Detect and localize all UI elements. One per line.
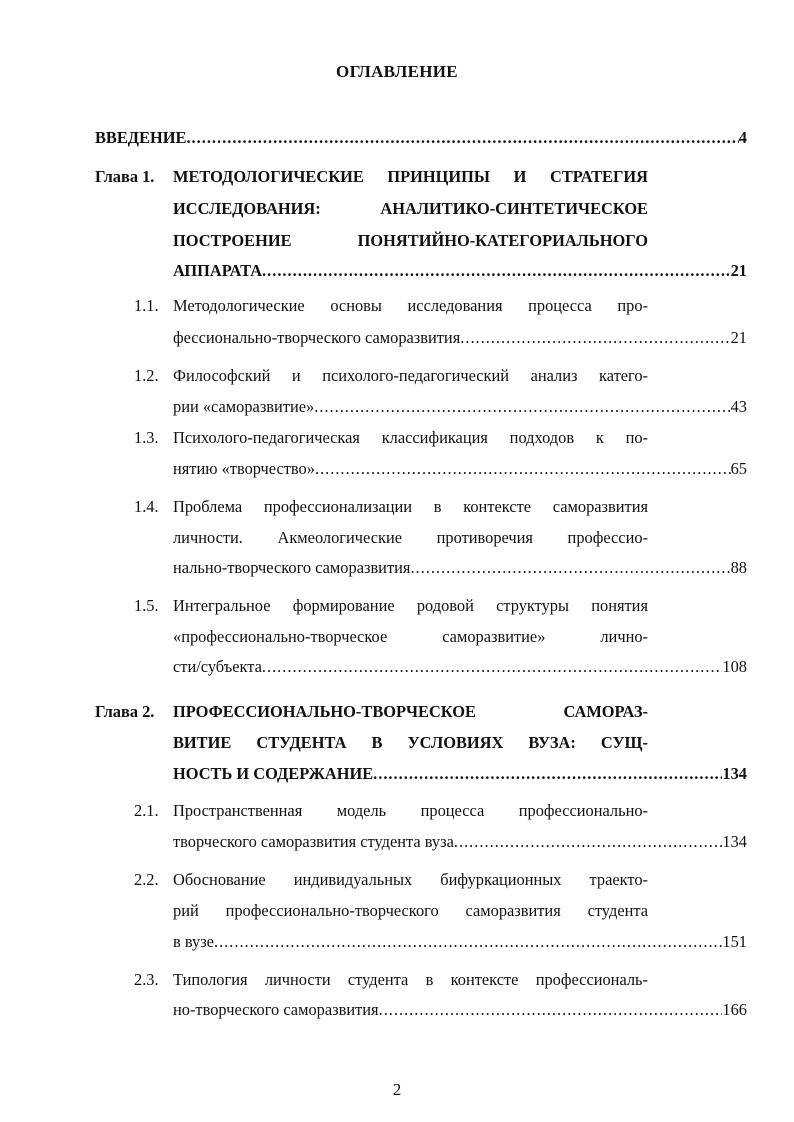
section-title-text: в вузе xyxy=(173,932,214,951)
section-title-last-line xyxy=(173,930,747,954)
section-title-text: но-творческого саморазвития xyxy=(173,1000,379,1019)
dot-leader xyxy=(454,830,723,854)
section-title-line: Философский и психолого-педагогический анализ катего- xyxy=(173,366,648,385)
toc-page-number: 21 xyxy=(730,328,747,347)
toc-page-number: 4 xyxy=(738,128,747,147)
toc-page-number: 108 xyxy=(722,657,747,676)
section-number: 1.5. xyxy=(134,596,159,615)
section-title-line: рий профессионально-творческого саморазвития студента xyxy=(173,901,648,920)
toc-page-number: 134 xyxy=(722,832,747,851)
section-title-last-line xyxy=(173,395,747,419)
chapter-title-text: НОСТЬ И СОДЕРЖАНИЕ xyxy=(173,764,374,783)
chapter-title-line: МЕТОДОЛОГИЧЕСКИЕ ПРИНЦИПЫ И СТРАТЕГИЯ xyxy=(173,167,648,186)
section-title-line: Интегральное формирование родовой структуры понятия xyxy=(173,596,648,615)
toc-page-number: 134 xyxy=(722,764,747,783)
section-title-line: «профессионально-творческое саморазвитие» лично- xyxy=(173,627,648,646)
chapter-title-line: ПРОФЕССИОНАЛЬНО-ТВОРЧЕСКОЕ САМОРАЗ- xyxy=(173,702,648,721)
dot-leader xyxy=(262,655,723,679)
page-title: ОГЛАВЛЕНИЕ xyxy=(336,62,458,81)
section-title-last-line xyxy=(173,556,747,580)
dot-leader xyxy=(315,457,731,481)
section-title-last-line xyxy=(173,998,747,1022)
section-number: 2.2. xyxy=(134,870,159,889)
section-title-line: Проблема профессионализации в контексте саморазвития xyxy=(173,497,648,516)
toc-page-number: 151 xyxy=(722,932,747,951)
dot-leader xyxy=(379,998,723,1022)
section-title-line: личности. Акмеологические противоречия профессио- xyxy=(173,528,648,547)
toc-page-number: 88 xyxy=(730,558,747,577)
chapter-title-last-line xyxy=(173,259,747,283)
page-number: 2 xyxy=(392,1080,402,1099)
section-number: 2.1. xyxy=(134,801,159,820)
dot-leader xyxy=(186,126,738,150)
chapter-title-text: АППАРАТА xyxy=(173,261,263,280)
section-title-text: рии «саморазвитие» xyxy=(173,397,315,416)
chapter-title-last-line xyxy=(173,762,747,786)
section-title-line: Типология личности студента в контексте профессиональ- xyxy=(173,970,648,989)
toc-entry-label: ВВЕДЕНИЕ xyxy=(95,128,187,147)
section-title-last-line xyxy=(173,830,747,854)
section-title-line: Психолого-педагогическая классификация подходов к по- xyxy=(173,428,648,447)
section-title-text: нально-творческого саморазвития xyxy=(173,558,411,577)
dot-leader xyxy=(410,556,730,580)
toc-page-number: 166 xyxy=(722,1000,747,1019)
section-number: 2.3. xyxy=(134,970,159,989)
dot-leader xyxy=(460,326,730,350)
section-title-text: творческого саморазвития студента вуза xyxy=(173,832,454,851)
toc-entry-introduction[interactable] xyxy=(95,126,747,150)
dot-leader xyxy=(262,259,731,283)
section-title-line: Обоснование индивидуальных бифуркационных траекто- xyxy=(173,870,648,889)
dot-leader xyxy=(314,395,730,419)
section-title-last-line xyxy=(173,655,747,679)
section-number: 1.4. xyxy=(134,497,159,516)
section-title-line: Пространственная модель процесса профессионально- xyxy=(173,801,648,820)
section-title-last-line xyxy=(173,457,747,481)
section-title-line: Методологические основы исследования процесса про- xyxy=(173,296,648,315)
dot-leader xyxy=(214,930,722,954)
section-number: 1.2. xyxy=(134,366,159,385)
section-title-text: фессионально-творческого саморазвития xyxy=(173,328,461,347)
toc-page-number: 43 xyxy=(730,397,747,416)
section-title-text: сти/субъекта xyxy=(173,657,262,676)
dot-leader xyxy=(373,762,722,786)
section-title-text: нятию «творчество» xyxy=(173,459,315,478)
section-number: 1.1. xyxy=(134,296,159,315)
toc-page-number: 65 xyxy=(730,459,747,478)
chapter-title-line: ПОСТРОЕНИЕ ПОНЯТИЙНО-КАТЕГОРИАЛЬНОГО xyxy=(173,231,648,250)
chapter-title-line: ИССЛЕДОВАНИЯ: АНАЛИТИКО-СИНТЕТИЧЕСКОЕ xyxy=(173,199,648,218)
section-number: 1.3. xyxy=(134,428,159,447)
chapter-number: Глава 2. xyxy=(95,702,155,721)
section-title-last-line xyxy=(173,326,747,350)
toc-page-number: 21 xyxy=(730,261,747,280)
chapter-title-line: ВИТИЕ СТУДЕНТА В УСЛОВИЯХ ВУЗА: СУЩ- xyxy=(173,733,648,752)
chapter-number: Глава 1. xyxy=(95,167,155,186)
